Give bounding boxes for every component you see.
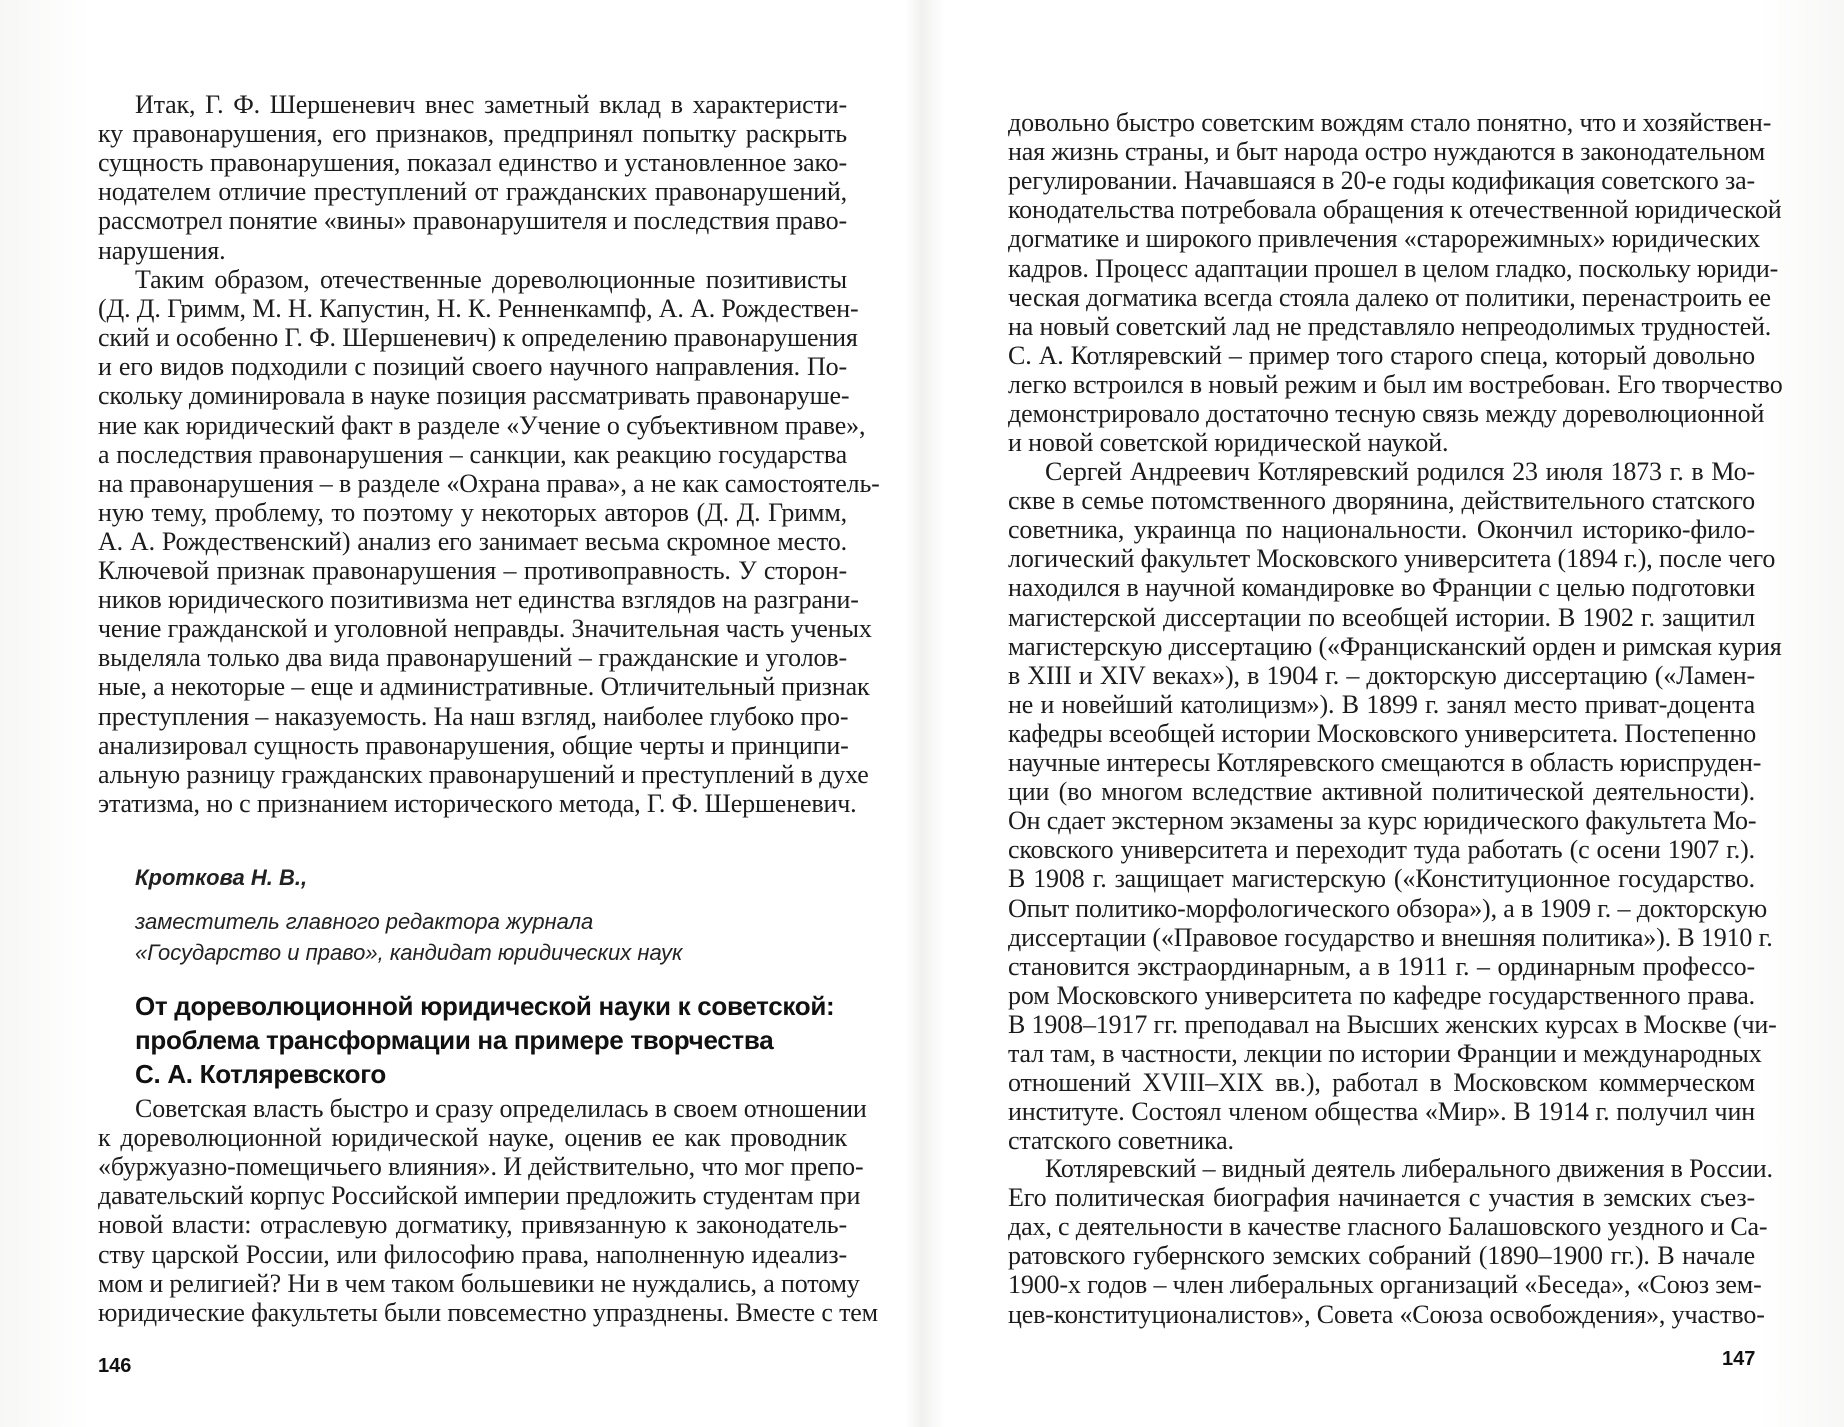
paragraph-line: логический факультет Московского университета (1894 г.), после чего	[1008, 544, 1776, 574]
paragraph-line: ная жизнь страны, и быт народа остро нуждаются в законодательном	[1008, 137, 1766, 167]
paragraph-line: тал там, в частности, лекции по истории Франции и международных	[1008, 1039, 1762, 1068]
paragraph-line: дах, с деятельности в качестве гласного Балашовского уездного и Са-	[1008, 1212, 1768, 1242]
paragraph-line: на правонарушения – в разделе «Охрана права», а не как самостоятель-	[98, 468, 880, 498]
paragraph-line: Котляревский – видный деятель либерального движения в России.	[1045, 1154, 1773, 1183]
author-position: «Государство и право», кандидат юридических наук	[135, 940, 683, 965]
paragraph-line: Его политическая биография начинается с участия в земских съез-	[1008, 1183, 1755, 1213]
paragraph-line: конодательства потребовала обращения к отечественной юридической	[1008, 195, 1782, 225]
paragraph-line: анализировал сущность правонарушения, общие черты и принципи-	[98, 730, 849, 760]
paragraph-line: магистерской диссертации по всеобщей истории. В 1902 г. защитил	[1008, 602, 1755, 632]
paragraph-line: сущность правонарушения, показал единство и установленное зако-	[98, 148, 847, 178]
paragraph-line: Итак, Г. Ф. Шершеневич внес заметный вклад в характеристи-	[135, 90, 847, 119]
paragraph-line: становится экстраординарным, а в 1911 г. – ординарным профессо-	[1008, 951, 1755, 981]
paragraph-line: ром Московского университета по кафедре государственного права.	[1008, 980, 1755, 1010]
paragraph-line: а последствия правонарушения – санкции, как реакцию государства	[98, 439, 847, 469]
paragraph-line: скве в семье потомственного дворянина, действительного статского	[1008, 486, 1755, 516]
paragraph-line: кафедры всеобщей истории Московского университета. Постепенно	[1008, 718, 1757, 748]
paragraph-line: ратовского губернского земских собраний (1890–1900 гг.). В начале	[1008, 1241, 1755, 1271]
paragraph-line: Сергей Андреевич Котляревский родился 23 июля 1873 г. в Мо-	[1045, 457, 1755, 486]
article-heading: От дореволюционной юридической науки к советской:	[135, 991, 835, 1021]
paragraph-line: ский и особенно Г. Ф. Шершеневич) к определению правонарушения	[98, 323, 858, 353]
paragraph-line: юридические факультеты были повсеместно упразднены. Вместе с тем	[98, 1297, 878, 1327]
paragraph-line: С. А. Котляревский – пример того старого спеца, который довольно	[1008, 340, 1755, 370]
paragraph-line: ные, а некоторые – еще и административные. Отличительный признак	[98, 672, 870, 702]
author-position: заместитель главного редактора журнала	[135, 909, 594, 934]
paragraph-line: магистерскую диссертацию («Францисканский орден и римская курия	[1008, 631, 1782, 661]
paragraph-line: ку правонарушения, его признаков, предпринял попытку раскрыть	[98, 119, 847, 149]
paragraph-line: в XIII и XIV веках»), в 1904 г. – докторскую диссертацию («Ламен-	[1008, 660, 1755, 690]
paragraph-line: диссертации («Правовое государство и внешняя политика»). В 1910 г.	[1008, 922, 1773, 952]
paragraph-line: скольку доминировала в науке позиция рассматривать правонаруше-	[98, 381, 850, 411]
article-heading: проблема трансформации на примере творчества	[135, 1025, 774, 1055]
paragraph-line: выделяла только два вида правонарушений – гражданские и уголов-	[98, 643, 847, 673]
paragraph-line: демонстрировало достаточно тесную связь между дореволюционной	[1008, 399, 1765, 428]
paragraph-line: этатизма, но с признанием исторического метода, Г. Ф. Шершеневич.	[98, 788, 857, 818]
paragraph-line: довольно быстро советским вождям стало понятно, что и хозяйствен-	[1008, 108, 1772, 137]
paragraph-line: статского советника.	[1008, 1126, 1234, 1156]
paragraph-line: цев-конституционалистов», Совета «Союза освобождения», участво-	[1008, 1299, 1765, 1329]
paragraph-line: и его видов подходили с позиций своего научного направления. По-	[98, 352, 847, 382]
paragraph-line: Таким образом, отечественные дореволюционные позитивисты	[135, 265, 847, 294]
paragraph-line: сковского университета и переходит туда работать (с осени 1907 г.).	[1008, 835, 1755, 865]
paragraph-line: В 1908–1917 гг. преподавал на Высших женских курсах в Москве (чи-	[1008, 1009, 1777, 1039]
paragraph-line: к дореволюционной юридической науке, оценив ее как проводник	[98, 1123, 847, 1153]
paragraph-line: ству царской России, или философию права, наполненную идеализ-	[98, 1239, 847, 1269]
page-number: 147	[1722, 1348, 1756, 1370]
paragraph-line: ческая догматика всегда стояла далеко от политики, перенастроить ее	[1008, 282, 1771, 312]
paragraph-line: Опыт политико-морфологического обзора»), а в 1909 г. – докторскую	[1008, 893, 1767, 923]
paragraph-line: В 1908 г. защищает магистерскую («Конституционное государство.	[1008, 864, 1755, 894]
paragraph-line: новой власти: отраслевую догматику, привязанную к законодатель-	[98, 1210, 847, 1240]
paragraph-line: Он сдает экстерном экзамены за курс юридического факультета Мо-	[1008, 806, 1757, 836]
paragraph-line: и новой советской юридической наукой.	[1008, 428, 1449, 458]
paragraph-line: легко встроился в новый режим и был им востребован. Его творчество	[1008, 369, 1783, 399]
paragraph-line: (Д. Д. Гримм, М. Н. Капустин, Н. К. Ренненкампф, А. А. Рождествен-	[98, 294, 859, 324]
paragraph-line: на новый советский лад не представляло непреодолимых трудностей.	[1008, 311, 1772, 341]
paragraph-line: «буржуазно-помещичьего влияния». И действительно, что мог препо-	[98, 1152, 864, 1182]
paragraph-line: 1900-х годов – член либеральных организаций «Беседа», «Союз зем-	[1008, 1270, 1762, 1300]
paragraph-line: Советская власть быстро и сразу определилась в своем отношении	[135, 1094, 867, 1123]
paragraph-line: ние как юридический факт в разделе «Учение о субъективном праве»,	[98, 410, 866, 440]
paragraph-line: советника, украинца по национальности. Окончил историко-фило-	[1008, 515, 1755, 545]
paragraph-line: мом и религией? Ни в чем таком большевики не нуждались, а потому	[98, 1268, 860, 1298]
paragraph-line: нарушения.	[98, 235, 226, 265]
paragraph-line: нодателем отличие преступлений от гражданских правонарушений,	[98, 177, 847, 207]
right-page	[922, 0, 1844, 1427]
paragraph-line: догматике и широкого привлечения «старорежимных» юридических	[1008, 224, 1761, 254]
paragraph-line: преступления – наказуемость. На наш взгляд, наиболее глубоко про-	[98, 701, 849, 731]
paragraph-line: альную разницу гражданских правонарушений и преступлений в духе	[98, 759, 869, 789]
paragraph-line: ную тему, проблему, то поэтому у некоторых авторов (Д. Д. Гримм,	[98, 497, 847, 527]
paragraph-line: Ключевой признак правонарушения – противоправность. У сторон-	[98, 556, 847, 585]
paragraph-line: регулировании. Начавшаяся в 20-е годы кодификация советского за-	[1008, 166, 1755, 196]
page-number: 146	[98, 1355, 132, 1377]
paragraph-line: ников юридического позитивизма нет единства взглядов на разграни-	[98, 585, 859, 615]
paragraph-line: рассмотрел понятие «вины» правонарушителя и последствия право-	[98, 206, 847, 236]
author-name: Кроткова Н. В.,	[135, 865, 308, 890]
article-heading: С. А. Котляревского	[135, 1059, 386, 1089]
paragraph-line: чение гражданской и уголовной неправды. Значительная часть ученых	[98, 614, 872, 644]
paragraph-line: давательский корпус Российской империи предложить студентам при	[98, 1181, 861, 1211]
paragraph-line: находился в научной командировке во Франции с целью подготовки	[1008, 573, 1755, 603]
paragraph-line: институте. Состоял членом общества «Мир». В 1914 г. получил чин	[1008, 1097, 1755, 1127]
paragraph-line: ции (во многом вследствие активной политической деятельности).	[1008, 777, 1755, 807]
paragraph-line: научные интересы Котляревского смещаются в область юриспруден-	[1008, 748, 1762, 777]
paragraph-line: кадров. Процесс адаптации прошел в целом гладко, поскольку юриди-	[1008, 253, 1779, 283]
paragraph-line: отношений XVIII–XIX вв.), работал в Московском коммерческом	[1008, 1068, 1755, 1098]
paragraph-line: не и новейший католицизм»). В 1899 г. занял место приват-доцента	[1008, 689, 1755, 719]
paragraph-line: А. А. Рождественский) анализ его занимает весьма скромное место.	[98, 526, 847, 556]
